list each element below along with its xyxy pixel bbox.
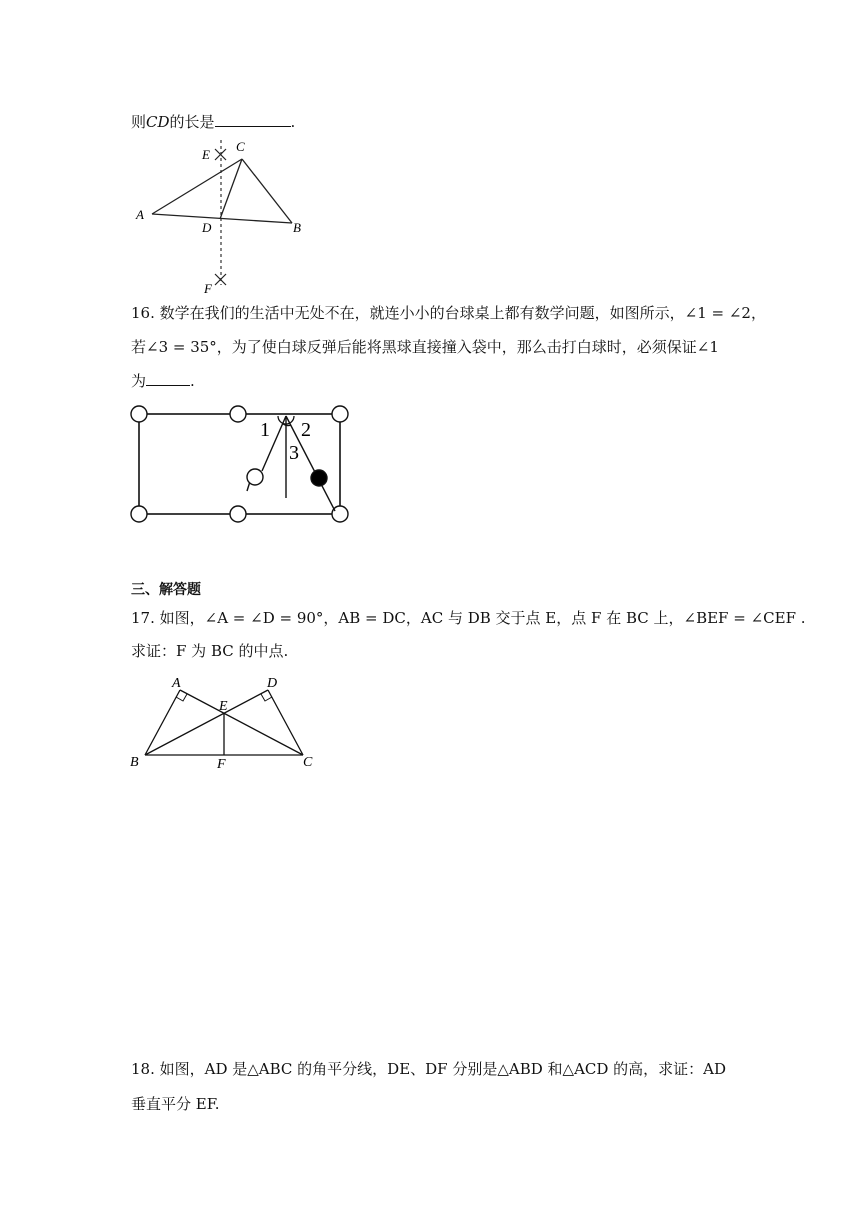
q16-billiard-figure bbox=[125, 403, 355, 528]
q15-label-a: A bbox=[136, 207, 144, 222]
q16-pocket-top-right bbox=[332, 406, 348, 422]
q16-white-ball bbox=[247, 469, 263, 485]
q15-label-d: D bbox=[202, 220, 212, 235]
q15-label-c: C bbox=[236, 139, 245, 154]
q16-line-1: 16. 数学在我们的生活中无处不在，就连小小的台球桌上都有数学问题，如图所示，∠1 = ∠2， bbox=[131, 304, 766, 322]
q15-tail-end: . bbox=[290, 113, 296, 131]
q16-label-angle-1: 1 bbox=[260, 419, 270, 441]
q17-segment-ac bbox=[180, 690, 303, 755]
q16-pocket-bottom-middle bbox=[230, 506, 246, 522]
q15-tail-line bbox=[131, 112, 295, 132]
q15-tail-prefix: 则 bbox=[131, 113, 147, 131]
q16-line-3 bbox=[131, 371, 195, 391]
q17-figure bbox=[125, 670, 330, 775]
q16-black-ball bbox=[311, 470, 327, 486]
q16-line3-end: . bbox=[190, 372, 195, 390]
q17-line-1: 17. 如图，∠A = ∠D = 90°，AB = DC，AC 与 DB 交于点 E，点 F 在 BC 上，∠BEF = ∠CEF . bbox=[131, 609, 806, 627]
q17-label-d: D bbox=[267, 676, 278, 691]
q15-figure bbox=[130, 135, 320, 300]
q17-label-a: A bbox=[172, 676, 181, 691]
q17-label-e: E bbox=[219, 699, 228, 714]
q18-line-1: 18. 如图，AD 是△ABC 的角平分线，DE、DF 分别是△ABD 和△ACD 的高，求证：AD bbox=[131, 1060, 727, 1078]
q15-tail-var: CD bbox=[146, 113, 170, 131]
q15-segment-cd bbox=[220, 159, 242, 219]
q16-label-angle-3: 3 bbox=[289, 442, 299, 464]
q17-segment-bd bbox=[145, 690, 268, 755]
q15-answer-blank[interactable] bbox=[215, 112, 291, 127]
q17-label-f: F bbox=[217, 757, 226, 772]
q18-line-2: 垂直平分 EF. bbox=[131, 1095, 220, 1113]
q17-line-2: 求证：F 为 BC 的中点. bbox=[131, 642, 289, 660]
q16-line-2: 若∠3 = 35°，为了使白球反弹后能将黑球直接撞入袋中，那么击打白球时，必须保证∠1 bbox=[131, 338, 719, 356]
q15-label-e: E bbox=[202, 147, 210, 162]
q16-line3-prefix: 为 bbox=[131, 372, 147, 390]
q17-label-c: C bbox=[303, 755, 313, 770]
q16-label-angle-2: 2 bbox=[301, 419, 311, 441]
q17-label-b: B bbox=[130, 755, 139, 770]
q15-label-b: B bbox=[293, 220, 301, 235]
q15-label-f: F bbox=[204, 281, 212, 296]
q15-segment-cb bbox=[242, 159, 292, 223]
q15-segment-ac bbox=[152, 159, 242, 214]
section-3-heading: 三、解答题 bbox=[131, 582, 201, 598]
q15-tail-suffix: 的长是 bbox=[169, 113, 215, 131]
q16-answer-blank[interactable] bbox=[146, 371, 190, 386]
q16-pocket-bottom-left bbox=[131, 506, 147, 522]
q16-pocket-top-middle bbox=[230, 406, 246, 422]
q16-pocket-top-left bbox=[131, 406, 147, 422]
